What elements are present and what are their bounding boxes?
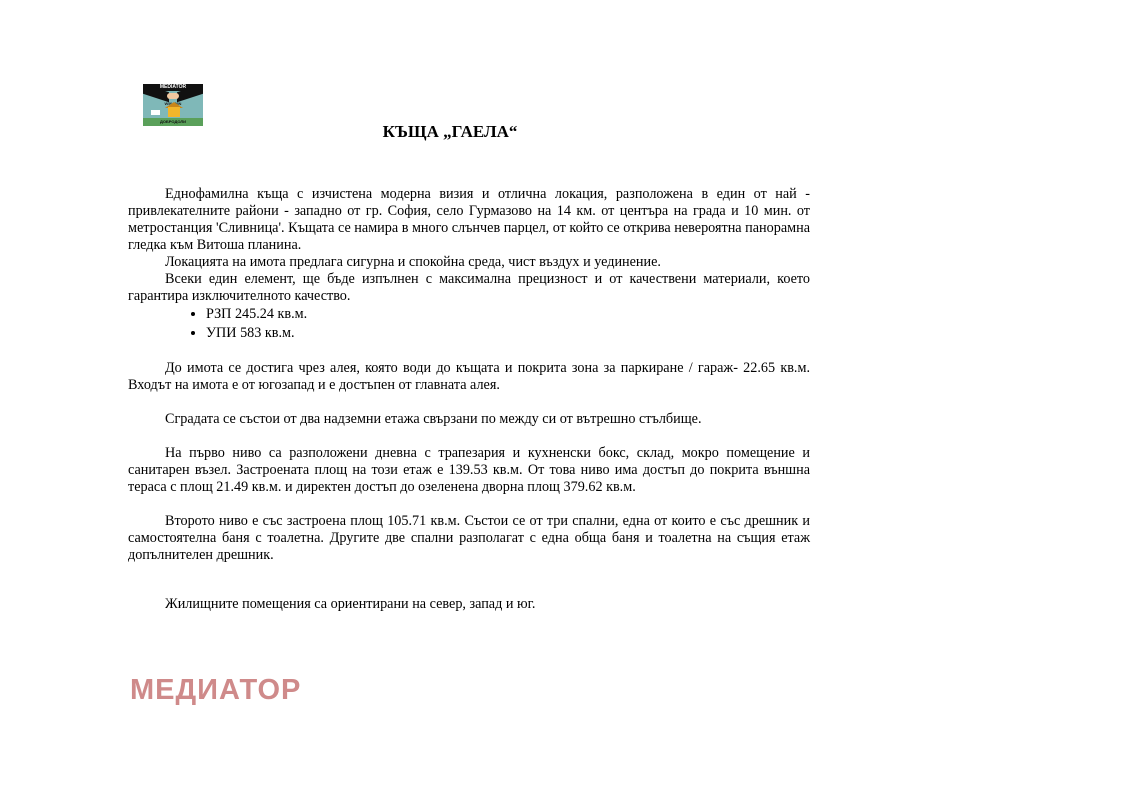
list-item: • УПИ 583 кв.м. [206, 324, 810, 343]
area-list [128, 305, 810, 343]
house-icon [168, 107, 180, 117]
brand-watermark: МЕДИАТОР [130, 674, 302, 706]
spacer [128, 394, 810, 411]
spacer [128, 343, 810, 360]
logo-middle-text: WIN-WIN [164, 101, 182, 106]
paragraph-orientation: Жилищните помещения са ориентирани на север, запад и юг. [165, 596, 536, 612]
spacer [128, 496, 810, 513]
document-body [128, 186, 810, 613]
sign-icon [151, 110, 160, 115]
paragraph-location: Локацията на имота предлага сигурна и спокойна среда, чист въздух и уединение. [165, 254, 661, 270]
paragraph-first-floor: На първо ниво са разположени дневна с трапезария и кухненски бокс, склад, мокро помещение и санитарен възел. Застроената площ на този етаж е 139.53 кв.м. От това ниво има достъп до покрита външна тераса с площ 21.49 кв.м. и директен достъп до озеленена дворна площ 379.62 кв.м. [128, 445, 810, 495]
handshake-icon [167, 93, 179, 99]
paragraph-quality: Всеки един елемент, ще бъде изпълнен с максимална прецизност и от качествени материали, което гарантира изключителното качество. [128, 271, 810, 304]
paragraph-intro: Еднофамилна къща с изчистена модерна визия и отлична локация, разположена в един от най - привлекателните райони - западно от гр. София, село Гурмазово на 14 км. от центъра на града и 10 мин. от метростанция 'Сливница'. Къщата се намира в много слънчев парцел, от който се открива невероятна панорамна гледка към Витоша планина. [128, 186, 810, 253]
paragraph-building: Сградата се състои от два надземни етажа свързани по между си от вътрешно стълбище. [165, 411, 702, 427]
list-item: • РЗП 245.24 кв.м. [206, 305, 810, 324]
spacer [128, 564, 810, 596]
logo-top-text: MEDIATOR [159, 84, 187, 90]
logo-bottom-text: ДОБРОДОЛИ [143, 118, 203, 126]
paragraph-second-floor: Второто ниво е със застроена площ 105.71 кв.м. Състои се от три спални, една от които е със дрешник и самостоятелна баня с тоалетна. Другите две спални разполагат с една обща баня и тоалетна на същия етаж допълнителен дрешник. [128, 513, 810, 563]
spacer [128, 428, 810, 445]
company-logo [143, 84, 203, 126]
document-title: КЪЩА „ГАЕЛА“ [382, 122, 518, 141]
paragraph-access: До имота се достига чрез алея, която води до къщата и покрита зона за паркиране / гараж- 22.65 кв.м. Входът на имота е от югозапад и е достъпен от главната алея. [128, 360, 810, 393]
